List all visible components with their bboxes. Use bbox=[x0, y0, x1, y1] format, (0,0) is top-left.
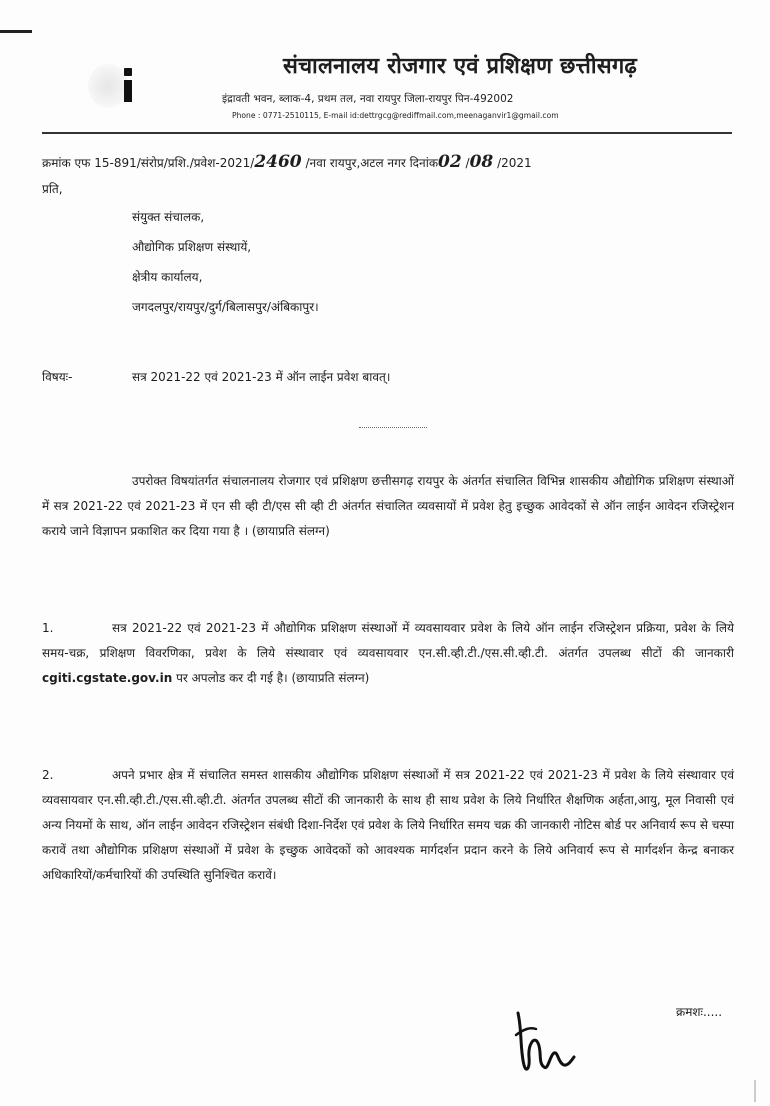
intro-paragraph-text: उपरोक्त विषयांतर्गत संचालनालय रोजगार एवं प्रशिक्षण छत्तीसगढ़ रायपुर के अंतर्गत संचालित विभिन्न शासकीय औद्योगिक प्रशिक्षण संस्थाओं में सत्र 2021-22 एवं 2021-23 में एन सी व्ही टी/एस सी व्ही टी अंतर्गत संचालित व्यवसायों में प्रवेश हेतु इच्छुक आवेदकों से ऑन लाईन आवेदन रजिस्ट्रेशन कराये जाने विज्ञापन प्रकाशित कर दिया गया है । (छायाप्रति संलग्न) bbox=[42, 474, 734, 538]
signature-image bbox=[508, 1005, 578, 1077]
reference-prefix: क्रमांक एफ 15-891/संरोप्र/प्रशि./प्रवेश-2021/ bbox=[42, 156, 255, 170]
letterhead-contact: Phone : 0771-2510115, E-mail id:dettrgcg@rediffmail.com,meenaganvir1@gmail.com bbox=[232, 111, 559, 120]
salutation: प्रति, bbox=[42, 182, 63, 196]
website-link[interactable]: cgiti.cgstate.gov.in bbox=[42, 671, 173, 685]
reference-year: /2021 bbox=[493, 156, 532, 170]
subject-label: विषयः- bbox=[42, 370, 73, 384]
reference-place-date-label: /नवा रायपुर,अटल नगर दिनांक bbox=[301, 156, 439, 170]
point-number: 2. bbox=[42, 768, 54, 782]
scan-edge-mark bbox=[754, 1080, 756, 1102]
addressee-line: औद्योगिक प्रशिक्षण संस्थायें, bbox=[132, 240, 252, 254]
letterhead-title: संचालनालय रोजगार एवं प्रशिक्षण छत्तीसगढ़ bbox=[283, 54, 637, 79]
point-1 bbox=[42, 616, 734, 691]
reference-slash: / bbox=[461, 156, 470, 170]
point-1-text: सत्र 2021-22 एवं 2021-23 में औद्योगिक प्रशिक्षण संस्थाओं में व्यवसायवार प्रवेश के लिये ऑन लाईन रजिस्ट्रेशन प्रक्रिया, प्रवेश के लिये समय-चक्र, प्रशिक्षण विवरणिका, प्रवेश के लिये संस्थावार एवं व्यवसायवार एन.सी.व्ही.टी./एस.सी.व्ही.टी. अंतर्गत उपलब्ध सीटों की जानकारी bbox=[42, 621, 734, 660]
addressee-line: जगदलपुर/रायपुर/दुर्ग/बिलासपुर/अंबिकापुर। bbox=[132, 300, 319, 314]
point-2 bbox=[42, 763, 734, 888]
section-separator bbox=[359, 427, 427, 428]
point-1-text-after: पर अपलोड कर दी गई है। (छायाप्रति संलग्न) bbox=[176, 671, 370, 685]
logo-i-bar bbox=[124, 80, 132, 102]
intro-paragraph bbox=[42, 469, 734, 544]
letterhead-address: इंद्रावती भवन, ब्लाक-4, प्रथम तल, नवा रायपुर जिला-रायपुर पिन-492002 bbox=[222, 93, 514, 105]
point-2-text: अपने प्रभार क्षेत्र में संचालित समस्त शासकीय औद्योगिक प्रशिक्षण संस्थाओं में सत्र 2021-22 एवं 2021-23 में प्रवेश के लिये संस्थावार एवं व्यवसायवार एन.सी.व्ही.टी./एस.सी.व्ही.टी. अंतर्गत उपलब्ध सीटों की जानकारी के साथ ही साथ प्रवेश के लिये निर्धारित शैक्षणिक अर्हता,आयु, मूल निवासी एवं अन्य नियमों के साथ, ऑन लाईन आवेदन रजिस्ट्रेशन संबंधी दिशा-निर्देश एवं प्रवेश के लिये निर्धारित समय चक्र की जानकारी नोटिस बोर्ड पर अनिवार्य रूप से चस्पा करावें तथा औद्योगिक प्रशिक्षण संस्थाओं में प्रवेश के इच्छुक आवेदकों को आवश्यक मार्गदर्शन प्रदान करने के लिये अनिवार्य रूप से मार्गदर्शन केन्द्र बनाकर अधिकारियों/कर्मचारियों की उपस्थिति सुनिश्चित करावें। bbox=[42, 768, 734, 882]
scan-corner-mark bbox=[0, 30, 32, 33]
letterhead-divider bbox=[42, 132, 732, 134]
continuation-mark: क्रमशः..... bbox=[676, 1005, 723, 1019]
subject-text: सत्र 2021-22 एवं 2021-23 में ऑन लाईन प्रवेश बावत्। bbox=[132, 370, 391, 384]
reference-line bbox=[42, 152, 532, 172]
reference-month-handwritten: 08 bbox=[469, 152, 494, 172]
reference-day-handwritten: 02 bbox=[438, 152, 462, 172]
addressee-line: संयुक्त संचालक, bbox=[132, 210, 205, 224]
point-number: 1. bbox=[42, 621, 54, 635]
addressee-line: क्षेत्रीय कार्यालय, bbox=[132, 270, 203, 284]
reference-number-handwritten: 2460 bbox=[254, 152, 302, 172]
